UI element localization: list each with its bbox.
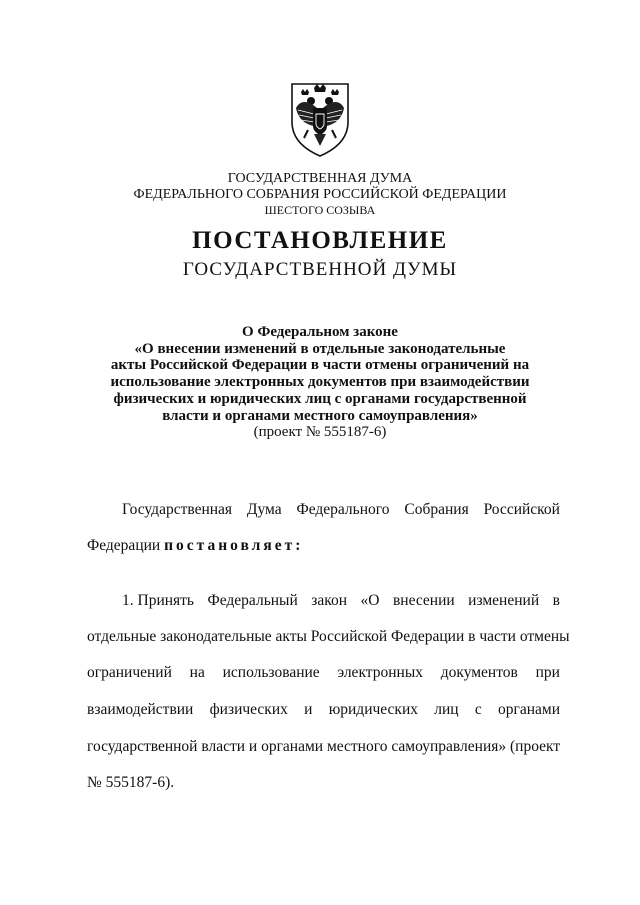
- russian-coat-of-arms-icon: [284, 78, 356, 158]
- org-name-line2: ФЕДЕРАЛЬНОГО СОБРАНИЯ РОССИЙСКОЙ ФЕДЕРАЦИИ: [133, 187, 507, 202]
- preamble-word: Российской: [483, 501, 560, 518]
- preamble-word: Государственная: [122, 501, 233, 518]
- item-word: лиц: [434, 701, 459, 718]
- item-word: закон: [311, 592, 348, 609]
- item-word: 1. Принять: [122, 592, 195, 609]
- preamble-word: Собрания: [404, 501, 469, 518]
- item1-line3: [87, 663, 560, 683]
- item-word: физических: [209, 701, 288, 718]
- item1-line2: отдельные законодательные акты Российской Федерации в части отмены: [87, 628, 570, 645]
- item1-line6: № 555187-6).: [87, 774, 175, 791]
- item1-line1: [122, 591, 560, 611]
- document-type-subtitle: ГОСУДАРСТВЕННОЙ ДУМЫ: [182, 259, 458, 280]
- org-name-line1: ГОСУДАРСТВЕННАЯ ДУМА: [227, 171, 413, 186]
- subject-line: власти и органами местного самоуправления»: [162, 407, 478, 424]
- convocation: ШЕСТОГО СОЗЫВА: [264, 203, 376, 217]
- item-word: Федеральный: [207, 592, 298, 609]
- subject-line: физических и юридических лиц с органами государственной: [113, 390, 527, 407]
- item-word: внесении: [392, 592, 455, 609]
- item-word: изменений: [468, 592, 540, 609]
- preamble-text: Федерации: [87, 537, 161, 554]
- subject-line: акты Российской Федерации в части отмены ограничений на: [110, 357, 530, 374]
- item1-line4: [87, 700, 560, 720]
- preamble-word: Дума: [246, 501, 282, 518]
- decree-word: постановляет:: [164, 537, 304, 554]
- preamble-line1: [122, 500, 560, 520]
- preamble-line2: [87, 536, 560, 556]
- item-word: использование: [222, 664, 320, 681]
- item-word: ограничений: [87, 664, 172, 681]
- item-word: в: [552, 592, 560, 609]
- subject-line: О Федеральном законе: [242, 324, 398, 340]
- item-word: документов: [440, 664, 518, 681]
- item-word: на: [189, 664, 205, 681]
- document-subject: [80, 324, 560, 441]
- item-word: электронных: [337, 664, 423, 681]
- item-word: с: [474, 701, 482, 718]
- item1-line5: государственной власти и органами местного самоуправления» (проект: [87, 738, 561, 755]
- project-number: (проект № 555187-6): [253, 424, 387, 441]
- item-word: органами: [497, 701, 560, 718]
- preamble-word: Федерального: [296, 501, 390, 518]
- subject-line: «О внесении изменений в отдельные законодательные: [134, 340, 506, 357]
- item-word: юридических: [328, 701, 419, 718]
- subject-line: использование электронных документов при взаимодействии: [110, 374, 530, 391]
- item-word: и: [304, 701, 313, 718]
- item-word: «О: [360, 592, 380, 609]
- document-type-title: ПОСТАНОВЛЕНИЕ: [192, 227, 448, 254]
- item-word: при: [535, 664, 560, 681]
- item-word: взаимодействии: [87, 701, 194, 718]
